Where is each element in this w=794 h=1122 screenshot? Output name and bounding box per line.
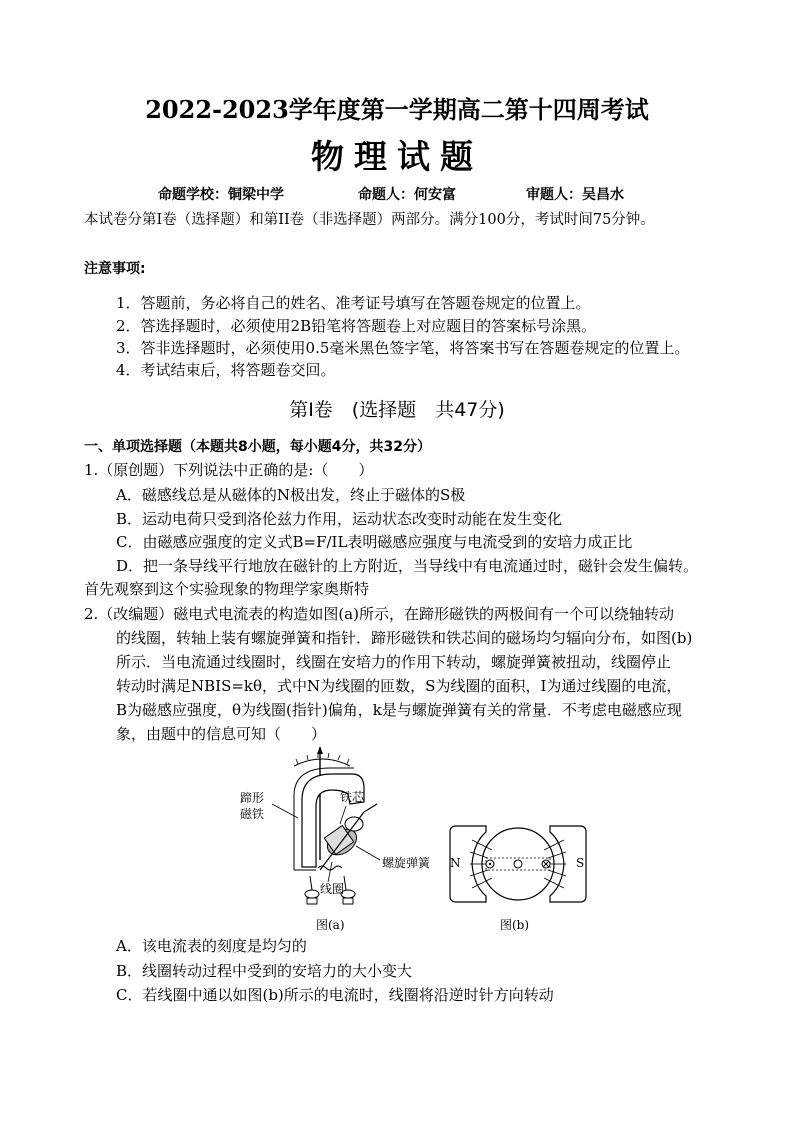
question-1-option-d: D．把一条导线平行地放在磁针的上方附近，当导线中有电流通过时，磁针会发生偏转。 [116, 557, 699, 575]
question-2-line: 2.（改编题）磁电式电流表的构造如图(a)所示，在蹄形磁铁的两极间有一个可以绕轴转动 [84, 605, 674, 623]
notice-item: 2．答选择题时，必须使用2B铅笔将答题卷上对应题目的答案标号涂黑。 [116, 317, 597, 335]
question-1-option-b: B．运动电荷只受到洛伦兹力作用，运动状态改变时动能在发生变化 [116, 510, 563, 528]
subject-title: 物理试题 [311, 137, 483, 176]
author-label: 命题人：何安富 [358, 187, 456, 203]
figure-b [442, 818, 594, 930]
question-1-option-a: A．磁感线总是从磁体的N极出发，终止于磁体的S极 [116, 486, 466, 504]
label-horseshoe-magnet: 蹄形磁铁 [240, 791, 265, 821]
radial-field-diagram [442, 818, 594, 914]
exam-title: 2022-2023学年度第一学期高二第十四周考试 [145, 95, 649, 124]
figure-b-caption: 图(b) [500, 918, 530, 932]
label-coil: 线圈 [320, 882, 345, 896]
notice-heading: 注意事项: [84, 261, 146, 277]
notice-item: 3．答非选择题时，必须使用0.5毫米黑色签字笔，将答案书写在答题卷规定的位置上。 [116, 339, 690, 357]
reviewer-label: 审题人：吴昌水 [526, 187, 624, 203]
section-title: 第I卷 (选择题 共47分) [289, 399, 505, 421]
figure-a [232, 742, 452, 930]
question-1-option-c: C．由磁感应强度的定义式B=F/IL表明磁感应强度与电流受到的安培力成正比 [116, 533, 633, 551]
question-1-stem: 1.（原创题）下列说法中正确的是:（ ） [84, 461, 374, 479]
notice-item: 1．答题前，务必将自己的姓名、准考证号填写在答题卷规定的位置上。 [116, 294, 591, 312]
question-2-option-a: A．该电流表的刻度是均匀的 [116, 937, 307, 955]
question-2-line: 的线圈，转轴上装有螺旋弹簧和指针．蹄形磁铁和铁芯间的磁场均匀辐向分布，如图(b) [116, 629, 693, 647]
question-2-line: 所示．当电流通过线圈时，线圈在安培力的作用下转动，螺旋弹簧被扭动，线圈停止 [116, 653, 672, 671]
question-2-line: 象，由题中的信息可知（ ） [116, 725, 327, 743]
label-south-pole: S [576, 856, 585, 870]
school-label: 命题学校：铜梁中学 [158, 187, 284, 203]
label-north-pole: N [450, 856, 461, 870]
question-2-line: 转动时满足NBIS=kθ，式中N为线圈的匝数，S为线圈的面积，I为通过线圈的电流， [116, 677, 682, 695]
question-2-option-b: B．线圈转动过程中受到的安培力的大小变大 [116, 962, 413, 980]
label-iron-core: 铁芯 [340, 790, 365, 804]
question-2-line: B为磁感应强度，θ为线圈(指针)偏角，k是与螺旋弹簧有关的常量．不考虑电磁感应现 [116, 701, 682, 719]
exam-intro: 本试卷分第I卷（选择题）和第II卷（非选择题）两部分。满分100分，考试时间75分钟。 [84, 212, 655, 228]
question-1-option-d-cont: 首先观察到这个实验现象的物理学家奥斯特 [84, 580, 370, 598]
label-spiral-spring: 螺旋弹簧 [382, 856, 431, 870]
notice-item: 4．考试结束后，将答题卷交回。 [116, 361, 336, 379]
figure-a-caption: 图(a) [316, 918, 345, 932]
question-2-option-c: C．若线圈中通以如图(b)所示的电流时，线圈将沿逆时针方向转动 [116, 986, 554, 1004]
part-heading: 一、单项选择题（本题共8小题，每小题4分，共32分） [84, 439, 431, 455]
